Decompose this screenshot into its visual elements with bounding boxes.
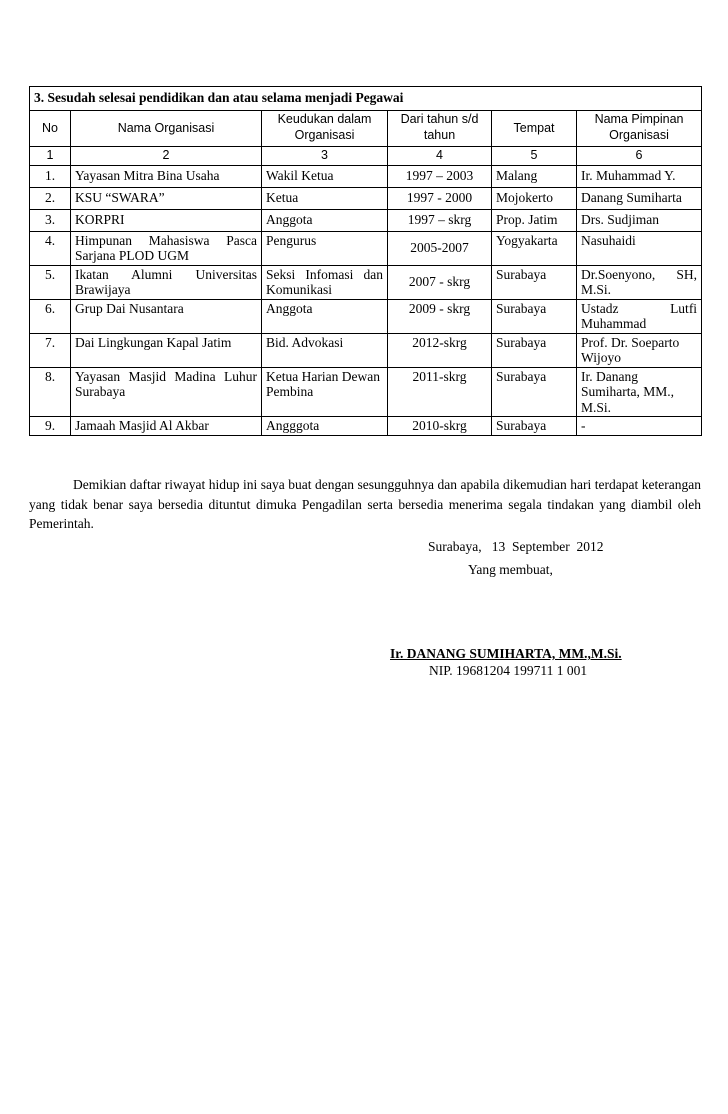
row-no: 5. bbox=[30, 265, 71, 299]
row-nama: Yayasan Mitra Bina Usaha bbox=[71, 165, 262, 187]
row-tempat: Prop. Jatim bbox=[492, 209, 577, 231]
row-nama: KORPRI bbox=[71, 209, 262, 231]
table-row bbox=[30, 265, 702, 299]
row-tahun: 2007 - skrg bbox=[388, 265, 492, 299]
row-kedudukan: Angggota bbox=[262, 417, 388, 436]
row-tahun: 1997 – 2003 bbox=[388, 165, 492, 187]
header-kedudukan: Keudukan dalam Organisasi bbox=[262, 111, 388, 147]
row-tahun: 2010-skrg bbox=[388, 417, 492, 436]
row-tempat: Mojokerto bbox=[492, 187, 577, 209]
row-pimpinan: Ir. Muhammad Y. bbox=[577, 165, 702, 187]
row-tempat: Surabaya bbox=[492, 367, 577, 417]
row-tahun: 1997 – skrg bbox=[388, 209, 492, 231]
row-no: 9. bbox=[30, 417, 71, 436]
row-no: 4. bbox=[30, 231, 71, 265]
row-kedudukan: Seksi Infomasi dan Komunikasi bbox=[262, 265, 388, 299]
row-no: 1. bbox=[30, 165, 71, 187]
row-kedudukan: Anggota bbox=[262, 299, 388, 333]
header-tahun: Dari tahun s/d tahun bbox=[388, 111, 492, 147]
row-tahun: 2009 - skrg bbox=[388, 299, 492, 333]
row-tahun: 2005-2007 bbox=[388, 231, 492, 265]
closing-paragraph: Demikian daftar riwayat hidup ini saya buat dengan sesungguhnya dan apabila dikemudian hari terdapat keterangan yang tidak benar saya bersedia dituntut dimuka Pengadilan serta bersedia menerima segala tindakan yang diambil oleh Pemerintah. bbox=[29, 477, 701, 531]
header-number-row bbox=[30, 147, 702, 166]
row-tahun: 1997 - 2000 bbox=[388, 187, 492, 209]
header-no: No bbox=[30, 111, 71, 147]
row-pimpinan: Ustadz Lutfi Muhammad bbox=[577, 299, 702, 333]
row-tempat: Surabaya bbox=[492, 333, 577, 367]
row-kedudukan: Bid. Advokasi bbox=[262, 333, 388, 367]
header-number: 4 bbox=[388, 147, 492, 166]
table-row bbox=[30, 165, 702, 187]
row-kedudukan: Pengurus bbox=[262, 231, 388, 265]
table-row bbox=[30, 333, 702, 367]
row-pimpinan: Danang Sumiharta bbox=[577, 187, 702, 209]
row-tahun: 2011-skrg bbox=[388, 367, 492, 417]
table-row bbox=[30, 187, 702, 209]
row-nama: Grup Dai Nusantara bbox=[71, 299, 262, 333]
row-nama: KSU “SWARA” bbox=[71, 187, 262, 209]
organization-history-table bbox=[29, 86, 702, 436]
row-pimpinan: - bbox=[577, 417, 702, 436]
row-nama: Himpunan Mahasiswa Pasca Sarjana PLOD UGM bbox=[71, 231, 262, 265]
table-row bbox=[30, 417, 702, 436]
row-kedudukan: Wakil Ketua bbox=[262, 165, 388, 187]
row-no: 2. bbox=[30, 187, 71, 209]
row-pimpinan: Ir. Danang Sumiharta, MM., M.Si. bbox=[577, 367, 702, 417]
made-by-label: Yang membuat, bbox=[468, 562, 553, 577]
header-number: 6 bbox=[577, 147, 702, 166]
row-tempat: Surabaya bbox=[492, 417, 577, 436]
row-kedudukan: Ketua bbox=[262, 187, 388, 209]
row-tempat: Yogyakarta bbox=[492, 231, 577, 265]
row-nama: Yayasan Masjid Madina Luhur Surabaya bbox=[71, 367, 262, 417]
header-number: 2 bbox=[71, 147, 262, 166]
row-pimpinan: Dr.Soenyono, SH, M.Si. bbox=[577, 265, 702, 299]
table-row bbox=[30, 209, 702, 231]
row-tempat: Surabaya bbox=[492, 299, 577, 333]
row-no: 3. bbox=[30, 209, 71, 231]
signer-nip: NIP. 19681204 199711 1 001 bbox=[429, 663, 588, 678]
row-tempat: Surabaya bbox=[492, 265, 577, 299]
row-pimpinan: Prof. Dr. Soeparto Wijoyo bbox=[577, 333, 702, 367]
table-row bbox=[30, 231, 702, 265]
row-tahun: 2012-skrg bbox=[388, 333, 492, 367]
header-number: 5 bbox=[492, 147, 577, 166]
row-no: 6. bbox=[30, 299, 71, 333]
row-pimpinan: Drs. Sudjiman bbox=[577, 209, 702, 231]
header-tempat: Tempat bbox=[492, 111, 577, 147]
header-nama-organisasi: Nama Organisasi bbox=[71, 111, 262, 147]
row-kedudukan: Ketua Harian Dewan Pembina bbox=[262, 367, 388, 417]
section-title: 3. Sesudah selesai pendidikan dan atau selama menjadi Pegawai bbox=[30, 87, 702, 111]
row-no: 8. bbox=[30, 367, 71, 417]
row-tempat: Malang bbox=[492, 165, 577, 187]
row-nama: Ikatan Alumni Universitas Brawijaya bbox=[71, 265, 262, 299]
place-date: Surabaya, 13 September 2012 bbox=[428, 539, 604, 554]
row-nama: Dai Lingkungan Kapal Jatim bbox=[71, 333, 262, 367]
table-row bbox=[30, 299, 702, 333]
row-pimpinan: Nasuhaidi bbox=[577, 231, 702, 265]
row-nama: Jamaah Masjid Al Akbar bbox=[71, 417, 262, 436]
header-number: 1 bbox=[30, 147, 71, 166]
table-row bbox=[30, 367, 702, 417]
row-no: 7. bbox=[30, 333, 71, 367]
row-kedudukan: Anggota bbox=[262, 209, 388, 231]
header-number: 3 bbox=[262, 147, 388, 166]
header-pimpinan: Nama Pimpinan Organisasi bbox=[577, 111, 702, 147]
signer-name: Ir. DANANG SUMIHARTA, MM.,M.Si. bbox=[390, 646, 622, 661]
